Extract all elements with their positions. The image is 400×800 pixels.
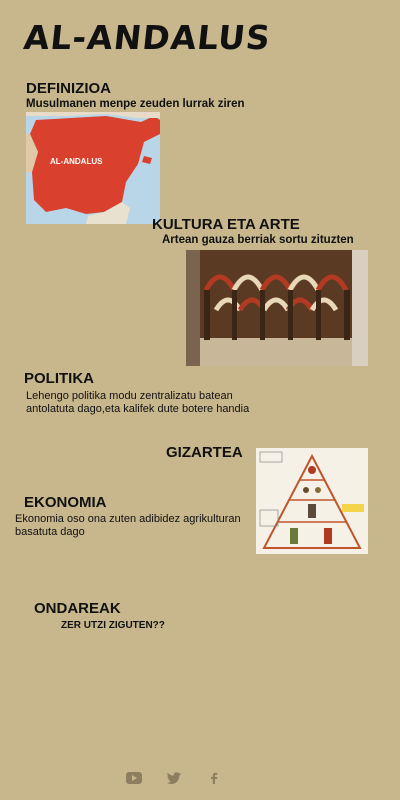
ekonomia-heading: EKONOMIA bbox=[24, 494, 107, 511]
kultura-heading: KULTURA ETA ARTE bbox=[152, 216, 300, 233]
politika-heading: POLITIKA bbox=[24, 370, 94, 387]
map-label: AL-ANDALUS bbox=[50, 157, 103, 166]
definizioa-text: Musulmanen menpe zeuden lurrak ziren bbox=[26, 98, 245, 110]
page-title: AL-ANDALUS bbox=[21, 18, 273, 57]
mosque-arches-image bbox=[186, 250, 368, 366]
ekonomia-text-line2: basatuta dago bbox=[15, 526, 85, 538]
social-links bbox=[126, 770, 222, 786]
politika-text-line1: Lehengo politika modu zentralizatu batean bbox=[26, 390, 233, 402]
politika-text-line2: antolatuta dago,eta kalifek dute botere handia bbox=[26, 403, 250, 415]
twitter-icon[interactable] bbox=[166, 770, 182, 786]
facebook-icon[interactable] bbox=[206, 770, 222, 786]
youtube-icon[interactable] bbox=[126, 770, 142, 786]
iberia-map-image bbox=[26, 112, 160, 224]
definizioa-heading: DEFINIZIOA bbox=[26, 80, 111, 97]
gizartea-heading: GIZARTEA bbox=[166, 444, 243, 461]
ondareak-text: ZER UTZI ZIGUTEN?? bbox=[61, 620, 165, 631]
social-pyramid-image bbox=[256, 448, 368, 554]
ekonomia-text-line1: Ekonomia oso ona zuten adibidez agrikulturan bbox=[15, 513, 241, 525]
kultura-text: Artean gauza berriak sortu zituzten bbox=[162, 234, 354, 246]
ondareak-heading: ONDAREAK bbox=[34, 600, 121, 617]
